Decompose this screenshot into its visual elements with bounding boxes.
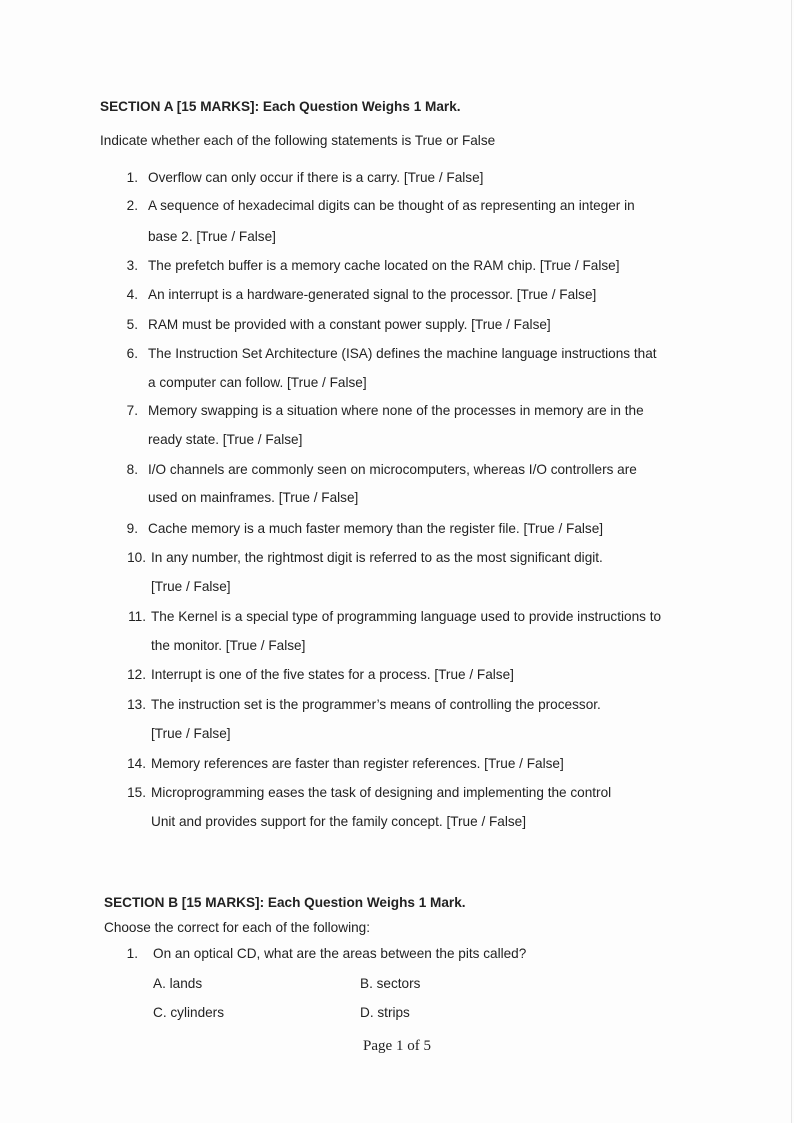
question-text: Cache memory is a much faster memory than the register file. [True / False] (148, 521, 604, 536)
question-text: used on mainframes. [True / False] (148, 490, 359, 505)
question-text: [True / False] (151, 726, 231, 741)
question-number: 3. (126, 258, 138, 273)
question-text: The prefetch buffer is a memory cache located on the RAM chip. [True / False] (148, 258, 620, 273)
question-text: RAM must be provided with a constant power supply. [True / False] (148, 317, 551, 332)
question-text: The Instruction Set Architecture (ISA) defines the machine language instructions that (148, 346, 657, 361)
option-d: D. strips (360, 1005, 410, 1020)
option-c: C. cylinders (153, 1005, 225, 1020)
question-text: Overflow can only occur if there is a carry. [True / False] (148, 170, 484, 185)
question-number: 7. (126, 403, 138, 418)
question-text: I/O channels are commonly seen on microcomputers, whereas I/O controllers are (148, 462, 637, 477)
page-number: Page 1 of 5 (363, 1038, 431, 1054)
question-number: 13. (127, 697, 146, 712)
question-text: A sequence of hexadecimal digits can be thought of as representing an integer in (148, 198, 635, 213)
question-text: The Kernel is a special type of programming language used to provide instructions to (151, 609, 662, 624)
question-text: Unit and provides support for the family concept. [True / False] (151, 814, 527, 829)
question-number: 9. (126, 521, 138, 536)
question-text: Memory references are faster than register references. [True / False] (151, 756, 564, 771)
question-number: 5. (126, 317, 138, 332)
question-number: 8. (126, 462, 138, 477)
question-number: 11. (128, 609, 146, 624)
option-a: A. lands (153, 976, 203, 991)
section-a-instruction: Indicate whether each of the following statements is True or False (100, 133, 496, 148)
question-text: Interrupt is one of the five states for a process. [True / False] (151, 667, 514, 682)
question-text: [True / False] (151, 579, 231, 594)
question-text: base 2. [True / False] (148, 229, 276, 244)
section-a-heading: SECTION A [15 MARKS]: Each Question Weighs 1 Mark. (100, 99, 461, 114)
question-text: In any number, the rightmost digit is referred to as the most significant digit. (151, 550, 603, 565)
question-text: Memory swapping is a situation where none of the processes in memory are in the (148, 403, 644, 418)
question-number: 14. (127, 756, 146, 771)
option-b: B. sectors (360, 976, 421, 991)
question-number: 6. (126, 346, 138, 361)
question-text: The instruction set is the programmer’s means of controlling the processor. (151, 697, 601, 712)
section-b-instruction: Choose the correct for each of the following: (104, 920, 370, 935)
question-number: 10. (127, 550, 146, 565)
question-text: ready state. [True / False] (148, 432, 303, 447)
question-text: the monitor. [True / False] (151, 638, 306, 653)
section-b-heading: SECTION B [15 MARKS]: Each Question Weighs 1 Mark. (104, 895, 466, 910)
question-number: 12. (127, 667, 146, 682)
question-text: a computer can follow. [True / False] (148, 375, 367, 390)
scan-edge (791, 0, 792, 1123)
question-text: An interrupt is a hardware-generated signal to the processor. [True / False] (148, 287, 597, 302)
question-text: On an optical CD, what are the areas between the pits called? (153, 946, 527, 961)
question-text: Microprogramming eases the task of designing and implementing the control (151, 785, 612, 800)
question-number: 4. (126, 287, 138, 302)
question-number: 2. (126, 198, 138, 213)
question-number: 1. (126, 946, 138, 961)
question-number: 15. (127, 785, 146, 800)
question-number: 1. (126, 170, 138, 185)
